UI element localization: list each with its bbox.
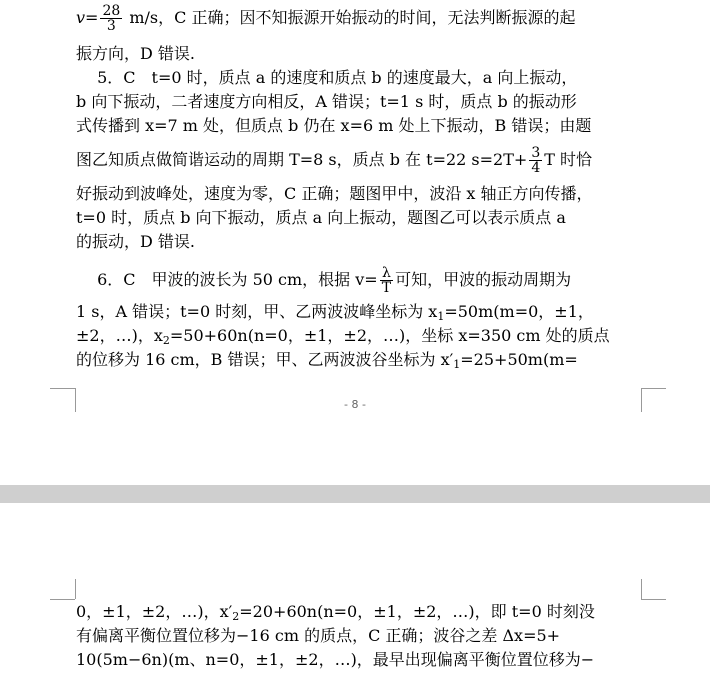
- text-line-3: 5．C t=0 时，质点 a 的速度和质点 b 的速度最大，a 向上振动，: [76, 68, 578, 87]
- fraction-lambda-T: $\frac{\lambda}{T}$: [381, 265, 392, 296]
- crop-mark-left-h: [50, 388, 75, 389]
- text-line-7: 好振动到波峰处，速度为零，C 正确；题图甲中，波沿 x 轴正方向传播，: [76, 184, 593, 203]
- text-line-11: 1 s，A 错误；t=0 时刻，甲、乙两波波峰坐标为 $x_1=50m(m=0$，±1，: [76, 302, 594, 323]
- text-line-12: ±2，…)，$x_2=50+60n(n=0$，±1，±2，…)，坐标 x=350 cm 处的质点: [76, 326, 610, 347]
- text-line-4: b 向下振动，二者速度方向相反，A 错误；t=1 s 时，质点 b 的振动形: [76, 92, 577, 111]
- page-number: - 8 -: [344, 398, 366, 411]
- text-line-10: 6．C 甲波的波长为 50 cm，根据 v= $\frac{\lambda}{T}$ 可知，甲波的振动周期为: [76, 265, 572, 296]
- text-line-13: 的位移为 16 cm，B 错误；甲、乙两波波谷坐标为 $x'_1=25+50m(m=$: [76, 350, 578, 371]
- text-line-9: 的振动，D 错误.: [76, 232, 196, 251]
- crop-mark-right-h: [641, 388, 666, 389]
- fraction-28-3: $\frac{28}{3}$: [102, 3, 121, 34]
- text-line-p2-3: 10(5m−6n)(m、n=0，±1，±2，…)，最早出现偏离平衡位置位移为−: [76, 650, 595, 669]
- text-line-8: t=0 时，质点 b 向下振动，质点 a 向上振动，题图乙可以表示质点 a: [76, 208, 566, 227]
- text-line-1: v= $\frac{28}{3}$ m/s，C 正确；因不知振源开始振动的时间，无法判断振源的起: [76, 3, 576, 34]
- text-line-5: 式传播到 x=7 m 处，但质点 b 仍在 x=6 m 处上下振动，B 错误；由题: [76, 116, 592, 135]
- document-page-9: [0, 503, 710, 678]
- text-line-6: 图乙知质点做简谐运动的周期 T=8 s，质点 b 在 t=22 s=2T+ $\frac{3}{4}$ T 时恰: [76, 145, 592, 176]
- crop-mark-right-top-h: [641, 599, 666, 600]
- fraction-3-4: $\frac{3}{4}$: [531, 145, 541, 176]
- crop-mark-left-top-h: [50, 599, 75, 600]
- crop-mark-left-top: [75, 579, 76, 599]
- text-line-p2-1: 0，±1，±2，…)，$x'_2=20+60n(n=0$，±1，±2，…)，即 t=0 时刻没: [76, 602, 595, 623]
- crop-mark-right-top: [641, 579, 642, 599]
- formula-velocity: v=: [76, 8, 99, 27]
- text-line-2: 振方向，D 错误.: [76, 44, 196, 63]
- text-line-p2-2: 有偏离平衡位置位移为−16 cm 的质点，C 正确；波谷之差 Δx=5+: [76, 626, 561, 645]
- page-gap: [0, 485, 710, 503]
